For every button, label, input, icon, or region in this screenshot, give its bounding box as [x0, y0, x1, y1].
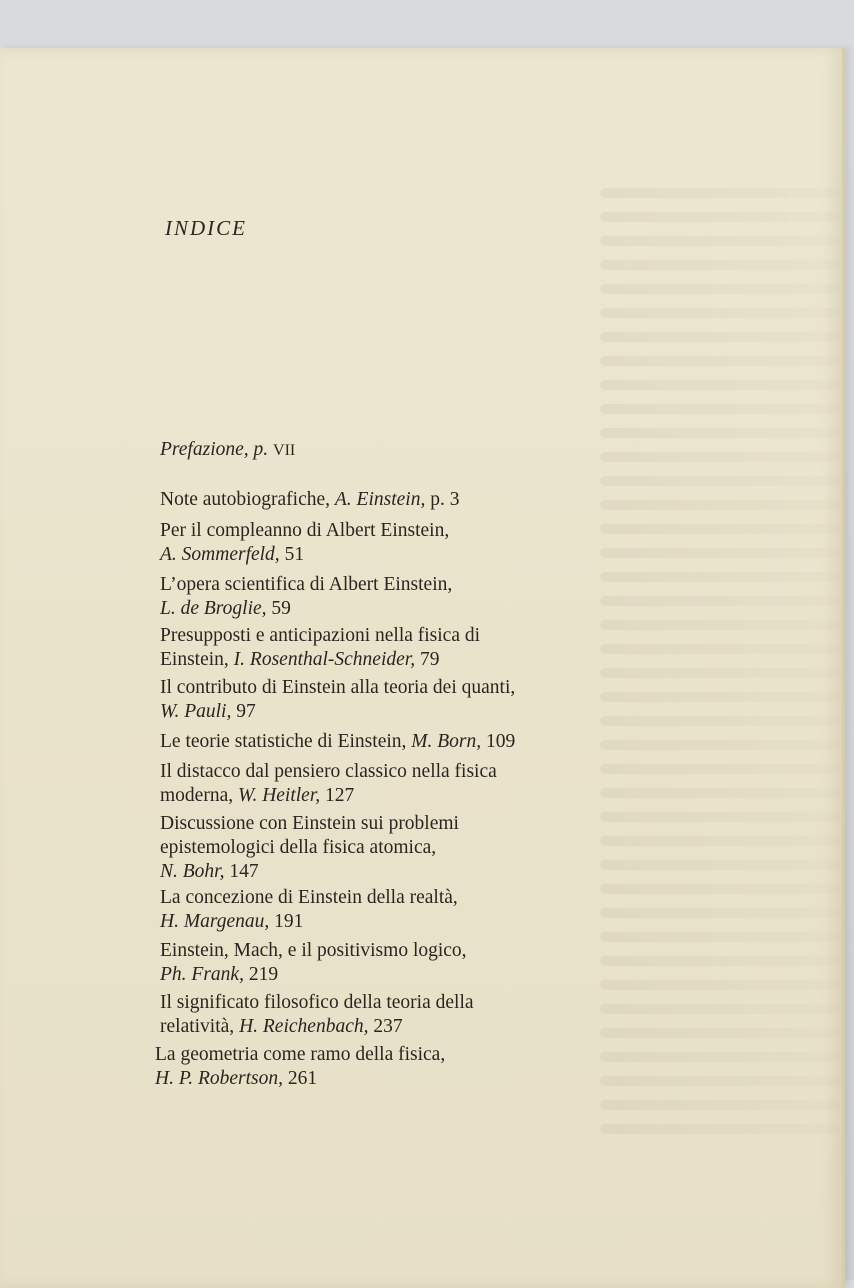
entry-title-cont: Einstein, — [160, 649, 229, 670]
entry-title: Le teorie statistiche di Einstein, — [160, 731, 407, 752]
toc-entry — [160, 991, 474, 1039]
entry-author: I. Rosenthal-Schneider, — [233, 649, 416, 670]
entry-page: p. 3 — [430, 489, 460, 510]
entry-title: Note autobiografiche, — [160, 489, 331, 510]
entry-page: 109 — [486, 731, 516, 752]
entry-title: Einstein, Mach, e il positivismo logico, — [160, 940, 467, 961]
entry-author: W. Heitler, — [237, 785, 321, 806]
entry-page: 51 — [284, 544, 305, 565]
toc-entry — [160, 886, 458, 934]
entry-title: Presupposti e anticipazioni nella fisica di — [160, 625, 481, 646]
toc-entry — [160, 760, 497, 808]
entry-title: L’opera scientifica di Albert Einstein, — [160, 574, 453, 595]
entry-title-cont: relatività, — [160, 1016, 235, 1037]
entry-title-cont: epistemologici della fisica atomica, — [160, 837, 437, 858]
entry-author: H. Reichenbach, — [239, 1016, 369, 1037]
entry-page: 219 — [248, 964, 279, 985]
entry-title: La concezione di Einstein della realtà, — [160, 887, 458, 908]
toc-entry — [160, 573, 452, 621]
show-through-text — [600, 188, 840, 1188]
toc-entry — [160, 676, 515, 724]
entry-author: L. de Broglie, — [160, 598, 267, 619]
entry-author: H. Margenau, — [160, 911, 270, 932]
entry-author: N. Bohr, — [160, 861, 225, 882]
entry-page: 237 — [373, 1016, 403, 1037]
entry-author: A. Einstein, — [334, 489, 426, 510]
entry-page: 127 — [325, 785, 355, 806]
toc-entry — [160, 488, 459, 512]
entry-title: Il contributo di Einstein alla teoria dei quanti, — [160, 677, 516, 698]
entry-title: Prefazione, p. — [160, 439, 269, 460]
entry-author: W. Pauli, — [160, 701, 232, 722]
entry-page: 191 — [274, 911, 304, 932]
toc-entry — [155, 1043, 445, 1091]
entry-author: H. P. Robertson, — [155, 1068, 284, 1089]
entry-author: A. Sommerfeld, — [160, 544, 280, 565]
entry-author: Ph. Frank, — [160, 964, 244, 985]
toc-entry — [160, 939, 467, 987]
entry-title-cont: moderna, — [160, 785, 234, 806]
entry-page: 79 — [419, 649, 440, 670]
entry-title: Per il compleanno di Albert Einstein, — [160, 520, 450, 541]
toc-entry — [160, 438, 295, 463]
entry-title: Discussione con Einstein sui problemi — [160, 813, 459, 834]
toc-entry — [160, 730, 515, 754]
entry-page: VII — [273, 442, 296, 459]
entry-page: 59 — [271, 598, 291, 619]
entry-title: Il significato filosofico della teoria della — [160, 992, 474, 1013]
page-title: INDICE — [165, 216, 247, 240]
entry-page: 147 — [229, 861, 259, 882]
entry-page: 261 — [287, 1068, 318, 1089]
toc-entry — [160, 519, 449, 567]
entry-title: La geometria come ramo della fisica, — [155, 1044, 446, 1065]
toc-entry — [160, 812, 459, 884]
entry-page: 97 — [236, 701, 256, 722]
entry-author: M. Born, — [411, 731, 482, 752]
toc-entry — [160, 624, 480, 672]
entry-title: Il distacco dal pensiero classico nella fisica — [160, 761, 497, 782]
